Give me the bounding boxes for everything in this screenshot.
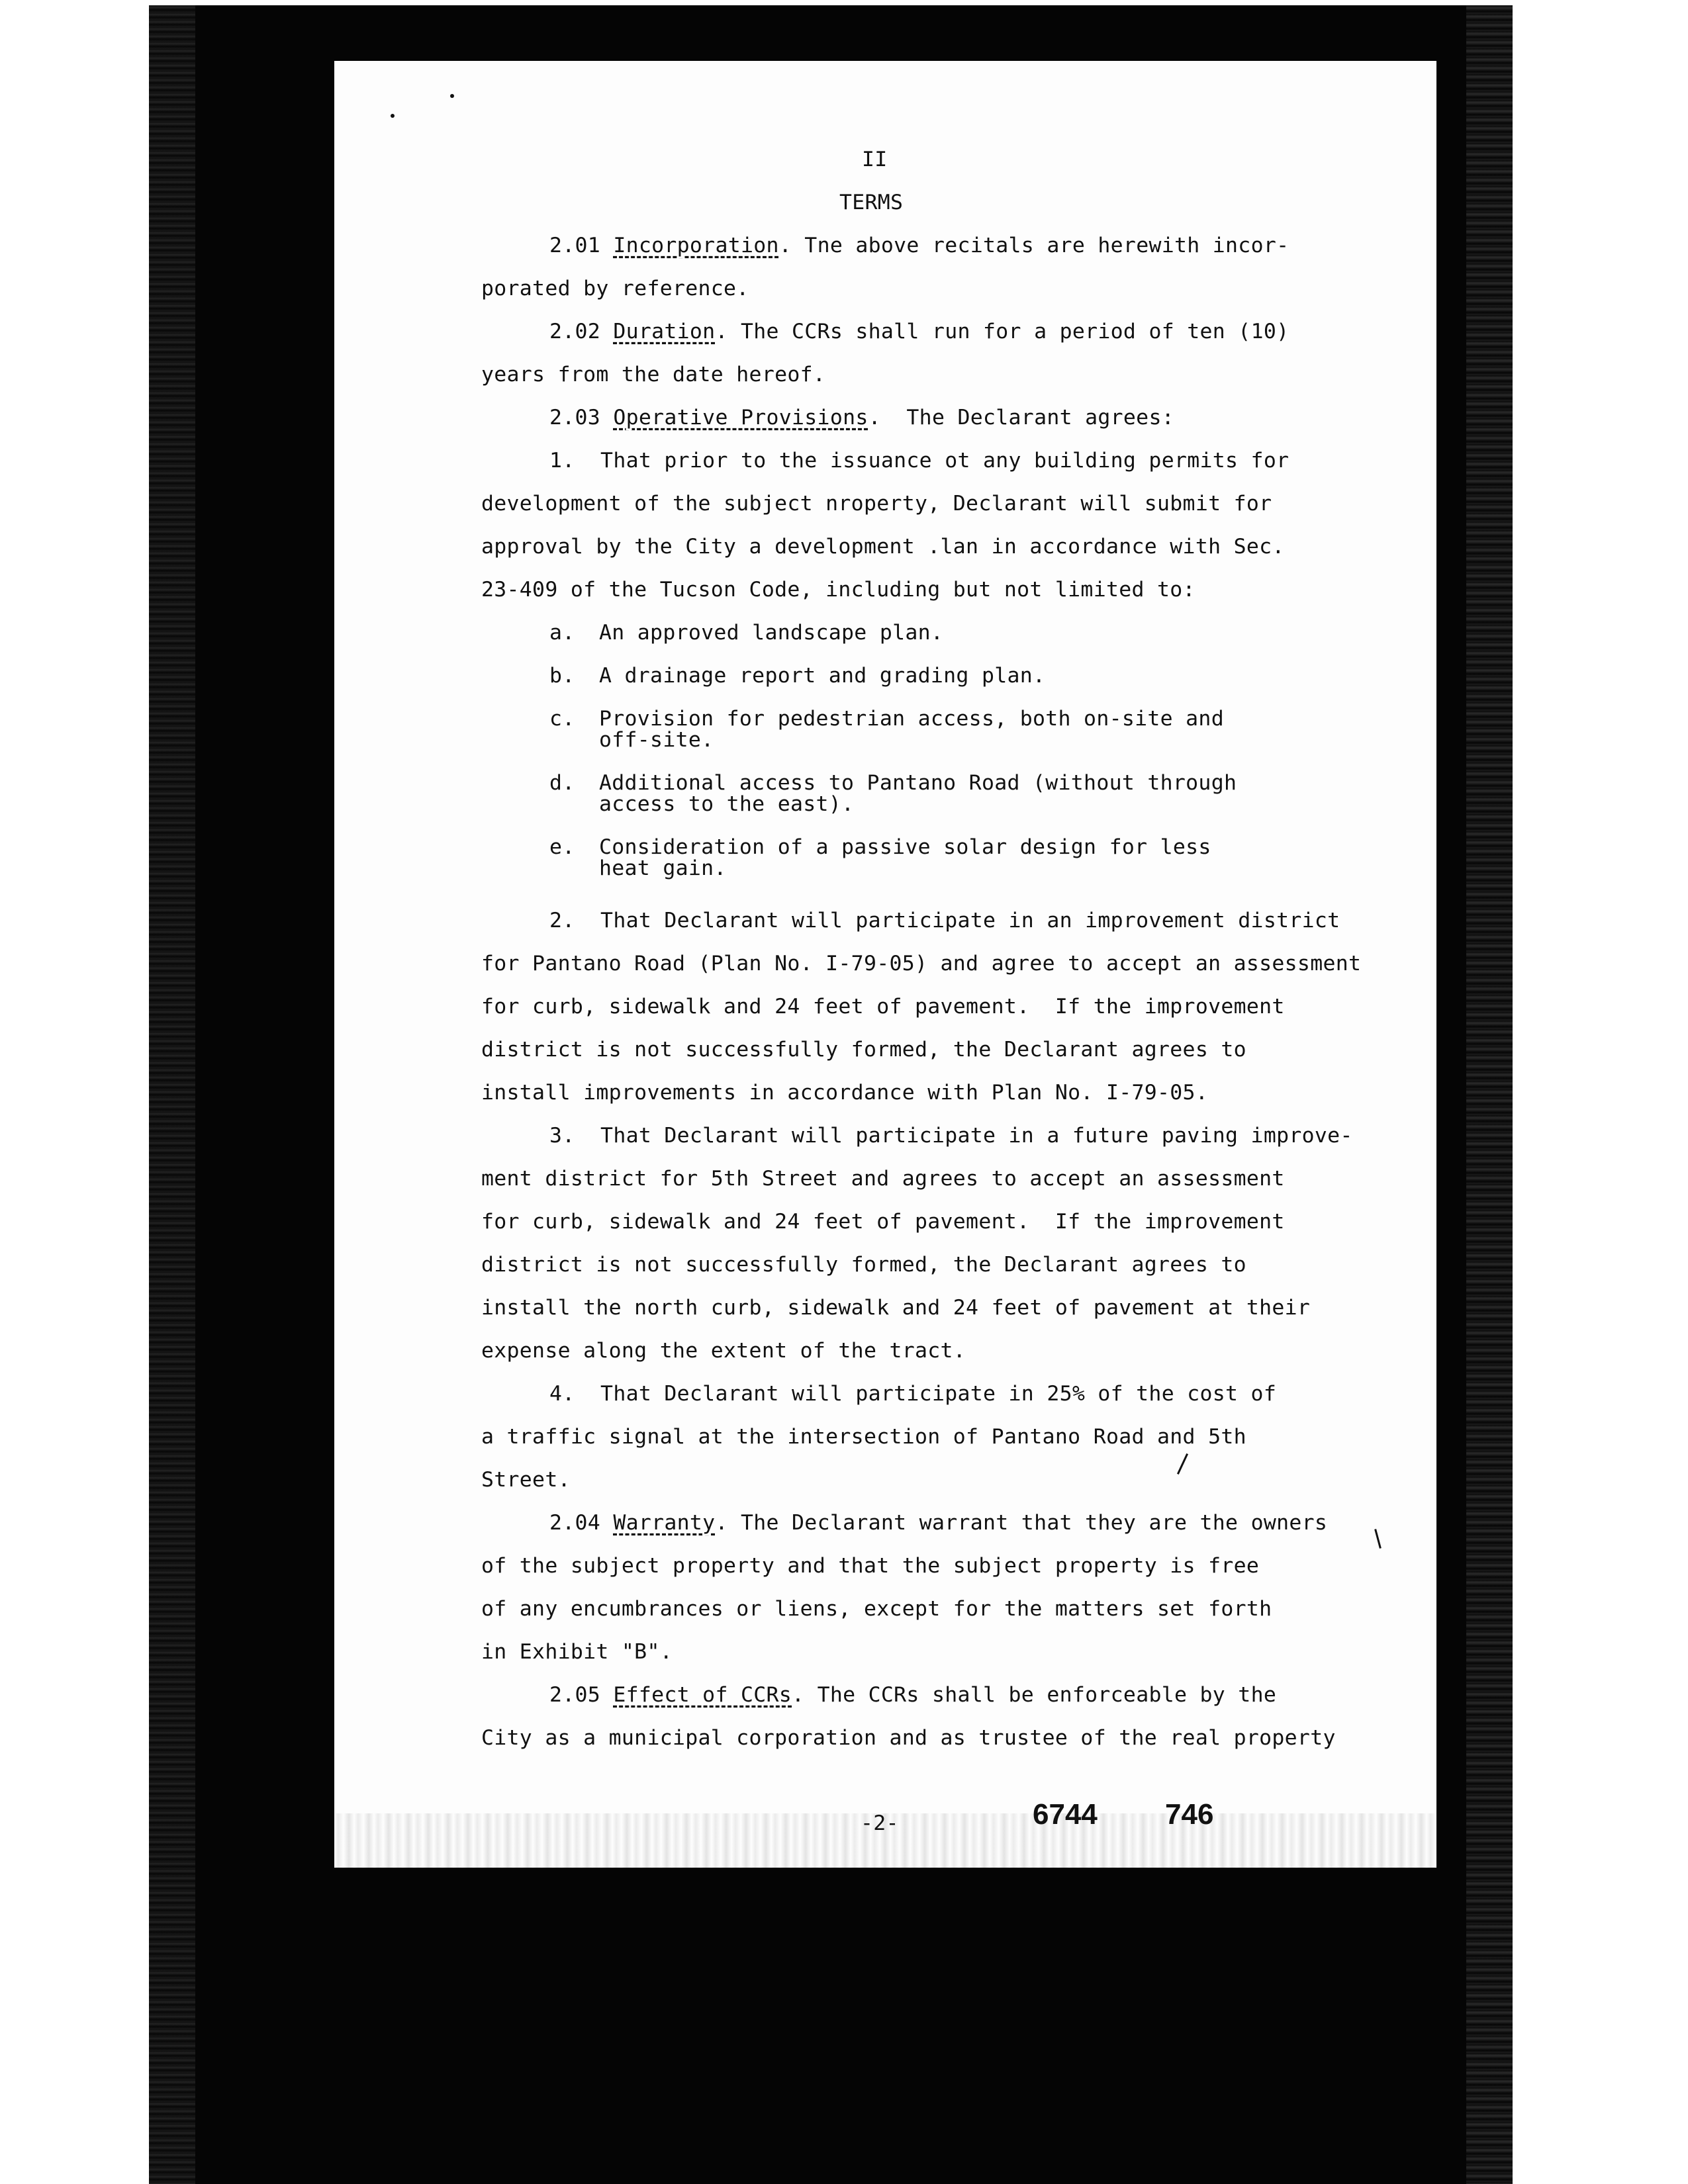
- page-number: -2-: [861, 1811, 899, 1835]
- provision-3-line: district is not successfully formed, the Declarant agrees to: [481, 1253, 1246, 1277]
- section-2-05-line-1: [549, 1683, 1276, 1707]
- item-text: Provision for pedestrian access, both on-site and: [599, 707, 1224, 731]
- section-text: . The Declarant agrees:: [868, 406, 1174, 430]
- provision-3-line: for curb, sidewalk and 24 feet of pavement. If the improvement: [481, 1210, 1285, 1234]
- section-heading: Operative Provisions: [613, 406, 868, 430]
- section-text: . The CCRs shall be enforceable by the: [792, 1683, 1277, 1707]
- provision-2-line: for Pantano Road (Plan No. I-79-05) and agree to accept an assessment: [481, 952, 1362, 976]
- section-number: 2.01: [549, 234, 601, 257]
- section-2-03-line-1: [549, 406, 1174, 430]
- scan-edge-right: [1466, 5, 1513, 2184]
- section-2-01-line-2: porated by reference.: [481, 277, 749, 300]
- scan-speck: [450, 94, 454, 98]
- item-text: A drainage report and grading plan.: [599, 664, 1046, 688]
- provision-2-line: 2. That Declarant will participate in an improvement district: [549, 909, 1340, 933]
- section-heading: Effect of CCRs: [613, 1683, 792, 1707]
- section-2-04-line: of the subject property and that the subject property is free: [481, 1554, 1260, 1578]
- item-letter: e.: [549, 835, 575, 859]
- page-reference: 746: [1165, 1798, 1214, 1831]
- item-text: access to the east).: [599, 792, 855, 816]
- item-letter: b.: [549, 664, 575, 688]
- section-number: 2.05: [549, 1683, 601, 1707]
- item-text: off-site.: [599, 728, 714, 752]
- item-letter: d.: [549, 771, 575, 795]
- article-number: II: [862, 148, 888, 171]
- docket-number: 6744: [1033, 1798, 1098, 1831]
- section-heading: Duration: [613, 320, 716, 343]
- section-heading: Warranty: [613, 1511, 716, 1535]
- section-2-04-line-1: [549, 1511, 1327, 1535]
- item-text: heat gain.: [599, 856, 727, 880]
- provision-3-line: 3. That Declarant will participate in a future paving improve-: [549, 1124, 1353, 1148]
- item-text: Additional access to Pantano Road (without through: [599, 771, 1237, 795]
- provision-2-line: district is not successfully formed, the Declarant agrees to: [481, 1038, 1246, 1062]
- item-text: An approved landscape plan.: [599, 621, 944, 645]
- provision-3-line: ment district for 5th Street and agrees to accept an assessment: [481, 1167, 1285, 1191]
- section-2-01-line-1: [549, 234, 1289, 257]
- provision-3-line: expense along the extent of the tract.: [481, 1339, 966, 1363]
- section-2-02-line-2: years from the date hereof.: [481, 363, 826, 387]
- section-heading: Incorporation: [613, 234, 779, 257]
- section-2-02-line-1: [549, 320, 1289, 343]
- provision-4-line: Street.: [481, 1468, 571, 1492]
- section-text: . The Declarant warrant that they are the owners: [715, 1511, 1328, 1535]
- provision-4-line: 4. That Declarant will participate in 25% of the cost of: [549, 1382, 1277, 1406]
- section-2-04-line: in Exhibit "B".: [481, 1640, 673, 1664]
- section-2-04-line: of any encumbrances or liens, except for the matters set forth: [481, 1597, 1272, 1621]
- provision-1-line: 23-409 of the Tucson Code, including but not limited to:: [481, 578, 1196, 602]
- section-number: 2.02: [549, 320, 601, 343]
- provision-2-line: for curb, sidewalk and 24 feet of pavement. If the improvement: [481, 995, 1285, 1019]
- provision-1-line: development of the subject nroperty, Declarant will submit for: [481, 492, 1272, 516]
- provision-3-line: install the north curb, sidewalk and 24 feet of pavement at their: [481, 1296, 1311, 1320]
- section-2-05-line: City as a municipal corporation and as trustee of the real property: [481, 1726, 1336, 1750]
- section-number: 2.03: [549, 406, 601, 430]
- item-letter: c.: [549, 707, 575, 731]
- article-title: TERMS: [839, 191, 904, 214]
- section-number: 2.04: [549, 1511, 601, 1535]
- section-text: . The CCRs shall run for a period of ten (10): [715, 320, 1289, 343]
- provision-4-line: a traffic signal at the intersection of Pantano Road and 5th: [481, 1425, 1246, 1449]
- provision-1-line: approval by the City a development .lan in accordance with Sec.: [481, 535, 1285, 559]
- item-letter: a.: [549, 621, 575, 645]
- item-text: Consideration of a passive solar design for less: [599, 835, 1211, 859]
- provision-2-line: install improvements in accordance with Plan No. I-79-05.: [481, 1081, 1209, 1105]
- scan-speck: [391, 114, 395, 118]
- scan-edge-left: [149, 5, 195, 2184]
- provision-1-line: 1. That prior to the issuance ot any building permits for: [549, 449, 1289, 473]
- section-text: . Tne above recitals are herewith incor-: [778, 234, 1289, 257]
